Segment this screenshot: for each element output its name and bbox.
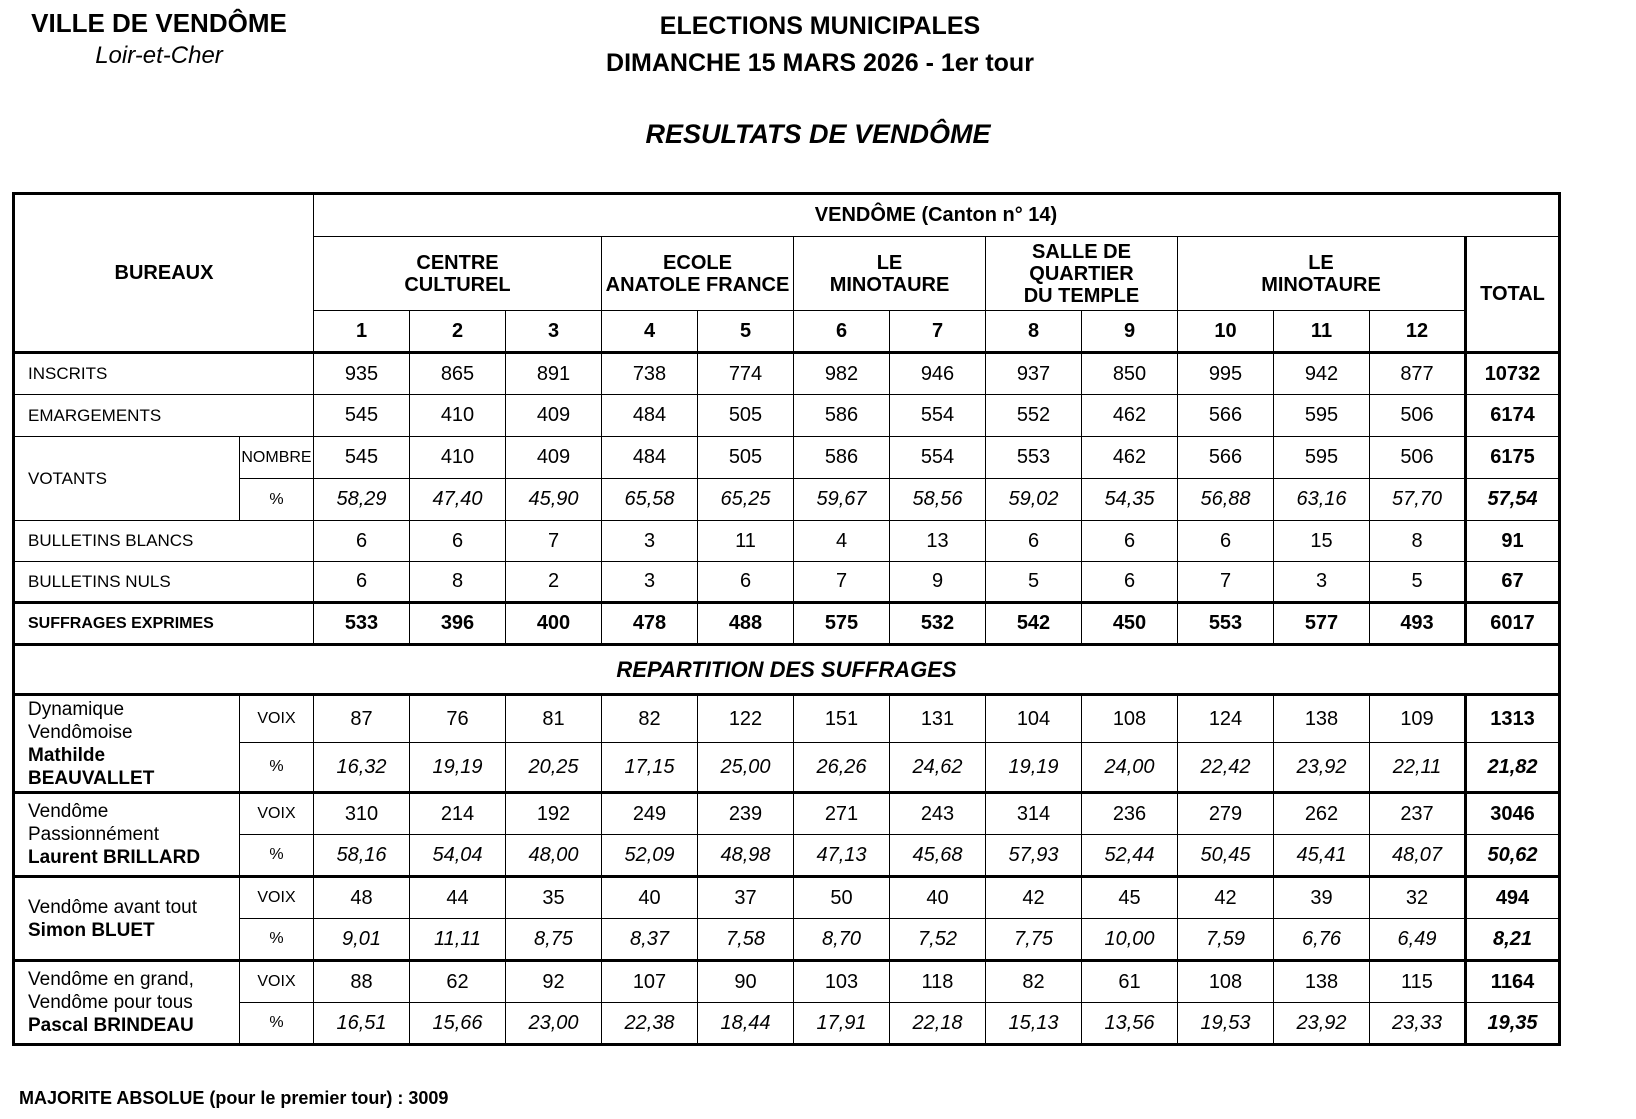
bureau-group-header [314,237,602,311]
total-header: TOTAL [1466,237,1560,353]
table-row [14,645,1560,695]
cell-nuls: 3 [1274,562,1370,603]
bureau-number: 1 [314,311,410,353]
text-line: Passionnément [28,824,159,845]
cell-voix: 192 [506,793,602,835]
table-row [14,353,1560,395]
cell-voix: 45 [1082,877,1178,919]
cell-pct: 22,38 [602,1003,698,1045]
cell-votants-nombre: 595 [1274,437,1370,479]
cell-votants-pct: 63,16 [1274,479,1370,521]
cell-voix: 50 [794,877,890,919]
cell-blancs: 3 [602,521,698,562]
cell-pct: 6,76 [1274,919,1370,961]
cell-pct: 9,01 [314,919,410,961]
cell-emargements: 545 [314,395,410,437]
cell-nuls: 3 [602,562,698,603]
cell-pct: 58,16 [314,835,410,877]
cell-exprimes: 478 [602,603,698,645]
cell-pct: 25,00 [698,743,794,793]
cell-nuls: 8 [410,562,506,603]
cell-pct: 22,18 [890,1003,986,1045]
cell-pct: 8,75 [506,919,602,961]
cell-blancs: 6 [986,521,1082,562]
bureau-number: 10 [1178,311,1274,353]
cell-votants-pct: 65,25 [698,479,794,521]
cell-pct: 48,07 [1370,835,1466,877]
text-line: Vendôme avant tout [28,896,198,918]
cell-voix: 87 [314,695,410,743]
total-voix: 1313 [1466,695,1560,743]
cell-inscrits: 850 [1082,353,1178,395]
table-row [14,603,1560,645]
cell-voix: 40 [890,877,986,919]
cell-voix: 37 [698,877,794,919]
cell-inscrits: 946 [890,353,986,395]
text-line: MINOTAURE [829,273,950,296]
cell-votants-nombre: 554 [890,437,986,479]
cell-pct: 54,04 [410,835,506,877]
cell-nuls: 6 [698,562,794,603]
table-row [14,743,1560,793]
bureau-group-header [794,237,986,311]
total-exprimes: 6017 [1466,603,1560,645]
cell-exprimes: 553 [1178,603,1274,645]
cell-pct: 8,37 [602,919,698,961]
majorite-absolue: MAJORITE ABSOLUE (pour le premier tour) : 3009 [19,1088,449,1108]
row-label-nuls: BULLETINS NULS [14,562,314,603]
cell-voix: 109 [1370,695,1466,743]
cell-pct: 20,25 [506,743,602,793]
cell-voix: 42 [986,877,1082,919]
cell-voix: 108 [1082,695,1178,743]
cell-pct: 11,11 [410,919,506,961]
cell-blancs: 15 [1274,521,1370,562]
cell-pct: 48,00 [506,835,602,877]
cell-voix: 122 [698,695,794,743]
repartition-title: REPARTITION DES SUFFRAGES [14,645,1560,695]
bureau-group-header [602,237,794,311]
cell-pct: 52,44 [1082,835,1178,877]
cell-voix: 237 [1370,793,1466,835]
cell-pct: 10,00 [1082,919,1178,961]
cell-votants-pct: 54,35 [1082,479,1178,521]
cell-voix: 107 [602,961,698,1003]
cell-exprimes: 575 [794,603,890,645]
cell-blancs: 11 [698,521,794,562]
table-row [14,479,1560,521]
department-name: Loir-et-Cher [95,42,223,69]
cell-pct: 23,33 [1370,1003,1466,1045]
cell-votants-nombre: 409 [506,437,602,479]
text-line: Simon BLUET [28,919,155,941]
cell-voix: 214 [410,793,506,835]
table-row [14,919,1560,961]
cell-emargements: 462 [1082,395,1178,437]
cell-votants-nombre: 553 [986,437,1082,479]
total-voix: 494 [1466,877,1560,919]
text-line: Mathilde [28,744,106,766]
cell-pct: 19,19 [410,743,506,793]
cell-pct: 22,11 [1370,743,1466,793]
bureau-number: 11 [1274,311,1370,353]
cell-pct: 16,51 [314,1003,410,1045]
cell-voix: 82 [986,961,1082,1003]
cell-votants-pct: 56,88 [1178,479,1274,521]
total-pct: 8,21 [1466,919,1560,961]
cell-voix: 61 [1082,961,1178,1003]
cell-votants-pct: 59,02 [986,479,1082,521]
cell-voix: 92 [506,961,602,1003]
text-line: Vendômoise [28,721,133,743]
cell-inscrits: 982 [794,353,890,395]
cell-voix: 103 [794,961,890,1003]
row-label-votants: VOTANTS [14,437,240,521]
text-line: Dynamique [28,698,125,720]
cell-blancs: 6 [1082,521,1178,562]
cell-voix: 151 [794,695,890,743]
bureaux-header: BUREAUX [14,194,314,353]
cell-voix: 81 [506,695,602,743]
text-line: SALLE DE [1032,240,1131,263]
header-center [520,8,1120,82]
cell-pct: 45,41 [1274,835,1370,877]
bureau-number: 2 [410,311,506,353]
total-votants-nombre: 6175 [1466,437,1560,479]
cell-voix: 131 [890,695,986,743]
table-row [14,521,1560,562]
cell-pct: 15,66 [410,1003,506,1045]
votants-pct-label: % [240,479,314,521]
cell-votants-nombre: 462 [1082,437,1178,479]
cell-nuls: 7 [1178,562,1274,603]
cell-pct: 45,68 [890,835,986,877]
results-table [12,192,1561,1046]
votants-nombre-label: NOMBRE [240,437,314,479]
table-row [14,877,1560,919]
cell-pct: 24,62 [890,743,986,793]
pct-label: % [240,743,314,793]
cell-pct: 17,91 [794,1003,890,1045]
cell-voix: 249 [602,793,698,835]
bureau-number: 5 [698,311,794,353]
cell-inscrits: 738 [602,353,698,395]
cell-voix: 39 [1274,877,1370,919]
cell-inscrits: 995 [1178,353,1274,395]
table-row [14,793,1560,835]
candidate-list-1 [14,695,240,793]
cell-exprimes: 400 [506,603,602,645]
cell-exprimes: 533 [314,603,410,645]
cell-emargements: 595 [1274,395,1370,437]
canton-header: VENDÔME (Canton n° 14) [314,194,1560,237]
bureau-group-header [1178,237,1466,311]
cell-votants-nombre: 545 [314,437,410,479]
cell-voix: 118 [890,961,986,1003]
cell-votants-nombre: 410 [410,437,506,479]
cell-pct: 52,09 [602,835,698,877]
cell-pct: 23,92 [1274,1003,1370,1045]
cell-voix: 42 [1178,877,1274,919]
cell-votants-nombre: 484 [602,437,698,479]
table-row [14,961,1560,1003]
cell-inscrits: 937 [986,353,1082,395]
cell-pct: 19,53 [1178,1003,1274,1045]
total-inscrits: 10732 [1466,353,1560,395]
cell-voix: 262 [1274,793,1370,835]
cell-exprimes: 493 [1370,603,1466,645]
cell-inscrits: 891 [506,353,602,395]
cell-votants-nombre: 506 [1370,437,1466,479]
bureau-number: 6 [794,311,890,353]
cell-votants-pct: 59,67 [794,479,890,521]
cell-voix: 48 [314,877,410,919]
cell-emargements: 552 [986,395,1082,437]
cell-votants-pct: 45,90 [506,479,602,521]
cell-emargements: 409 [506,395,602,437]
cell-voix: 104 [986,695,1082,743]
text-line: Laurent BRILLARD [28,847,201,868]
candidate-list-2 [14,793,240,877]
cell-nuls: 6 [1082,562,1178,603]
total-pct: 50,62 [1466,835,1560,877]
cell-voix: 76 [410,695,506,743]
text-line: LE [876,251,903,274]
cell-pct: 16,32 [314,743,410,793]
cell-inscrits: 865 [410,353,506,395]
cell-votants-pct: 65,58 [602,479,698,521]
row-label-emargements: EMARGEMENTS [14,395,314,437]
cell-nuls: 2 [506,562,602,603]
cell-emargements: 410 [410,395,506,437]
cell-votants-nombre: 586 [794,437,890,479]
cell-voix: 82 [602,695,698,743]
bureau-number: 3 [506,311,602,353]
cell-pct: 19,19 [986,743,1082,793]
cell-nuls: 9 [890,562,986,603]
cell-pct: 26,26 [794,743,890,793]
cell-voix: 44 [410,877,506,919]
cell-blancs: 13 [890,521,986,562]
cell-voix: 138 [1274,961,1370,1003]
cell-voix: 314 [986,793,1082,835]
table-row [14,562,1560,603]
cell-voix: 310 [314,793,410,835]
table-row [14,194,1560,237]
text-line: ANATOLE FRANCE [605,273,790,296]
cell-emargements: 554 [890,395,986,437]
total-pct: 21,82 [1466,743,1560,793]
cell-pct: 15,13 [986,1003,1082,1045]
total-blancs: 91 [1466,521,1560,562]
cell-emargements: 484 [602,395,698,437]
cell-pct: 7,59 [1178,919,1274,961]
cell-pct: 57,93 [986,835,1082,877]
cell-exprimes: 488 [698,603,794,645]
cell-pct: 7,52 [890,919,986,961]
cell-voix: 90 [698,961,794,1003]
text-line: QUARTIER [1029,262,1134,285]
cell-pct: 24,00 [1082,743,1178,793]
cell-pct: 7,58 [698,919,794,961]
cell-emargements: 506 [1370,395,1466,437]
total-pct: 19,35 [1466,1003,1560,1045]
text-line: Vendôme en grand, [28,969,194,990]
cell-voix: 32 [1370,877,1466,919]
row-label-blancs: BULLETINS BLANCS [14,521,314,562]
cell-pct: 23,92 [1274,743,1370,793]
cell-voix: 62 [410,961,506,1003]
cell-emargements: 566 [1178,395,1274,437]
text-line: MINOTAURE [1261,273,1381,296]
text-line: BEAUVALLET [28,767,155,789]
cell-voix: 35 [506,877,602,919]
cell-pct: 18,44 [698,1003,794,1045]
cell-inscrits: 942 [1274,353,1370,395]
cell-voix: 88 [314,961,410,1003]
row-label-inscrits: INSCRITS [14,353,314,395]
table-row [14,437,1560,479]
cell-exprimes: 532 [890,603,986,645]
bureau-number: 8 [986,311,1082,353]
voix-label: VOIX [240,877,314,919]
cell-blancs: 8 [1370,521,1466,562]
cell-emargements: 505 [698,395,794,437]
table-row [14,835,1560,877]
cell-pct: 50,45 [1178,835,1274,877]
cell-pct: 22,42 [1178,743,1274,793]
cell-exprimes: 450 [1082,603,1178,645]
cell-voix: 115 [1370,961,1466,1003]
cell-voix: 108 [1178,961,1274,1003]
cell-votants-pct: 57,70 [1370,479,1466,521]
total-voix: 1164 [1466,961,1560,1003]
header-left [0,8,318,70]
cell-votants-pct: 47,40 [410,479,506,521]
results-title: RESULTATS DE VENDÔME [645,119,991,149]
cell-inscrits: 935 [314,353,410,395]
text-line: CULTUREL [404,273,511,296]
cell-voix: 239 [698,793,794,835]
total-voix: 3046 [1466,793,1560,835]
cell-votants-pct: 58,56 [890,479,986,521]
cell-nuls: 5 [986,562,1082,603]
cell-exprimes: 577 [1274,603,1370,645]
cell-voix: 138 [1274,695,1370,743]
table-row [14,395,1560,437]
pct-label: % [240,835,314,877]
text-line: Vendôme pour tous [28,992,193,1013]
cell-inscrits: 774 [698,353,794,395]
cell-pct: 17,15 [602,743,698,793]
cell-voix: 40 [602,877,698,919]
text-line: CENTRE [416,251,499,274]
bureau-number: 4 [602,311,698,353]
cell-nuls: 7 [794,562,890,603]
cell-voix: 279 [1178,793,1274,835]
cell-pct: 48,98 [698,835,794,877]
text-line: Pascal BRINDEAU [28,1015,194,1036]
election-title: ELECTIONS MUNICIPALES [659,12,981,40]
cell-blancs: 6 [410,521,506,562]
cell-blancs: 7 [506,521,602,562]
cell-pct: 13,56 [1082,1003,1178,1045]
bureau-number: 9 [1082,311,1178,353]
text-line: Vendôme [28,801,109,822]
text-line: DU TEMPLE [1023,284,1140,307]
pct-label: % [240,1003,314,1045]
cell-voix: 243 [890,793,986,835]
city-name: VILLE DE VENDÔME [31,8,287,38]
cell-votants-nombre: 505 [698,437,794,479]
bureau-number: 12 [1370,311,1466,353]
cell-blancs: 6 [1178,521,1274,562]
bureau-number: 7 [890,311,986,353]
row-label-exprimes: SUFFRAGES EXPRIMES [14,603,314,645]
cell-nuls: 5 [1370,562,1466,603]
total-nuls: 67 [1466,562,1560,603]
cell-exprimes: 542 [986,603,1082,645]
cell-votants-pct: 58,29 [314,479,410,521]
candidate-list-4 [14,961,240,1045]
cell-blancs: 4 [794,521,890,562]
cell-voix: 124 [1178,695,1274,743]
cell-pct: 47,13 [794,835,890,877]
cell-voix: 236 [1082,793,1178,835]
pct-label: % [240,919,314,961]
cell-voix: 271 [794,793,890,835]
election-date: DIMANCHE 15 MARS 2026 - 1er tour [606,49,1034,77]
cell-pct: 23,00 [506,1003,602,1045]
voix-label: VOIX [240,695,314,743]
text-line: LE [1308,251,1334,274]
total-emargements: 6174 [1466,395,1560,437]
cell-nuls: 6 [314,562,410,603]
voix-label: VOIX [240,961,314,1003]
table-row [14,695,1560,743]
cell-pct: 7,75 [986,919,1082,961]
cell-pct: 8,70 [794,919,890,961]
voix-label: VOIX [240,793,314,835]
text-line: ECOLE [663,251,732,274]
cell-blancs: 6 [314,521,410,562]
total-votants-pct: 57,54 [1466,479,1560,521]
cell-exprimes: 396 [410,603,506,645]
table-row [14,1003,1560,1045]
candidate-list-3 [14,877,240,961]
cell-inscrits: 877 [1370,353,1466,395]
cell-emargements: 586 [794,395,890,437]
cell-pct: 6,49 [1370,919,1466,961]
cell-votants-nombre: 566 [1178,437,1274,479]
bureau-group-header [986,237,1178,311]
